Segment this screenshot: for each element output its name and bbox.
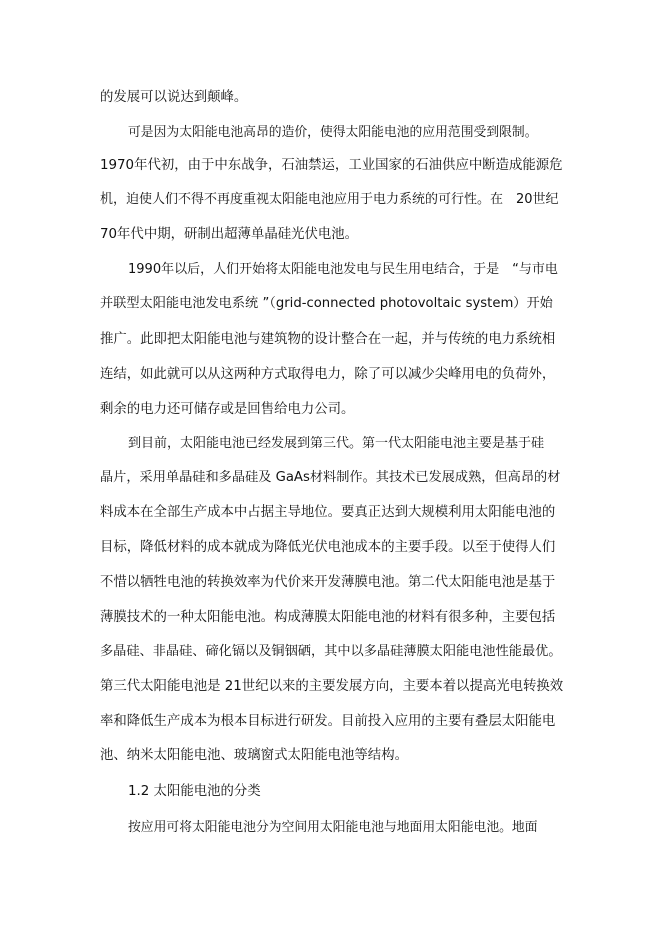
paragraph-line: 70年代中期，研制出超薄单晶硅光伏电池。	[100, 227, 359, 242]
paragraph-line: 1970年代初，由于中东战争，石油禁运，工业国家的石油供应中断造成能源危	[100, 158, 563, 173]
paragraph-line: 并联型太阳能电池发电系统 ”（grid-connected photovoltaic system）开始	[100, 296, 553, 311]
paragraph-line: 到目前，太阳能电池已经发展到第三代。第一代太阳能电池主要是基于硅	[128, 436, 545, 451]
paragraph-line: 不惜以牺牲电池的转换效率为代价来开发薄膜电池。第二代太阳能电池是基于	[100, 575, 556, 590]
paragraph-line: 推广。此即把太阳能电池与建筑物的设计整合在一起，并与传统的电力系统相	[100, 332, 556, 347]
paragraph-line: 可是因为太阳能电池高昂的造价，使得太阳能电池的应用范围受到限制。	[128, 125, 538, 140]
paragraph-line: 机，迫使人们不得不再度重视太阳能电池应用于电力系统的可行性。在 20世纪	[100, 192, 559, 207]
section-heading: 1.2 太阳能电池的分类	[128, 784, 261, 799]
paragraph-line: 薄膜技术的一种太阳能电池。构成薄膜太阳能电池的材料有很多种，主要包括	[100, 610, 556, 625]
paragraph-line: 目标，降低材料的成本就成为降低光伏电池成本的主要手段。以至于使得人们	[100, 540, 556, 555]
paragraph-line: 剩余的电力还可储存或是回售给电力公司。	[100, 402, 355, 417]
paragraph-line: 第三代太阳能电池是 21世纪以来的主要发展方向，主要本着以提高光电转换效	[100, 679, 564, 694]
paragraph-line: 率和降低生产成本为根本目标进行研发。目前投入应用的主要有叠层太阳能电	[100, 714, 556, 729]
paragraph-line: 料成本在全部生产成本中占据主导地位。要真正达到大规模利用太阳能电池的	[100, 505, 556, 520]
paragraph-line: 按应用可将太阳能电池分为空间用太阳能电池与地面用太阳能电池。地面	[128, 820, 538, 835]
paragraph-line: 的发展可以说达到颠峰。	[100, 90, 248, 105]
paragraph-line: 晶片，采用单晶硅和多晶硅及 GaAs材料制作。其技术已发展成熟，但高昂的材	[100, 470, 561, 485]
paragraph-line: 连结，如此就可以从这两种方式取得电力，除了可以减少尖峰用电的负荷外，	[100, 367, 556, 382]
paragraph-line: 池、纳米太阳能电池、玻璃窗式太阳能电池等结构。	[100, 748, 408, 763]
paragraph-line: 1990年以后，人们开始将太阳能电池发电与民生用电结合，于是 “与市电	[128, 262, 558, 277]
paragraph-line: 多晶硅、非晶硅、碲化镉以及铜铟硒，其中以多晶硅薄膜太阳能电池性能最优。	[100, 644, 562, 659]
